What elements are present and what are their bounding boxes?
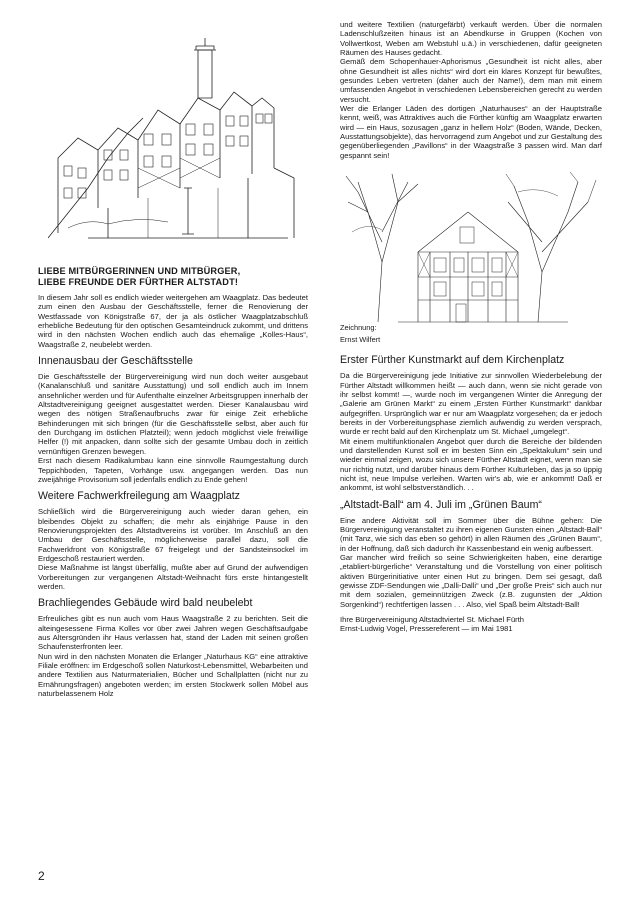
- paragraph: Erfreuliches gibt es nun auch vom Haus Waagstraße 2 zu berichten. Seit die alteingesessene Firma Kolles vor über zwei Jahren wegen Geschäftsaufgabe aus Altersgründen ihr Haus verlassen hat, stand der Laden mit seinen großen Schaufensterfronten leer.: [38, 614, 308, 652]
- section-heading-ball: „Altstadt-Ball“ am 4. Juli im „Grünen Baum“: [340, 498, 542, 511]
- paragraph: Eine andere Aktivität soll im Sommer über die Bühne gehen: Die Bürgervereinigung veranstaltet zu ihren eigenen Gunsten einen „Altstadt-Ball“ (mit Tanz, wie sich das eben so gehört) in allen Räumen des „Grünen Baum“, in der Hoffnung, daß sich dadurch ihr Kassenbestand ein wenig aufbessert.: [340, 515, 602, 553]
- paragraph: Nun wird in den nächsten Monaten die Erlanger „Naturhaus KG“ eine attraktive Filiale eröffnen: im Erdgeschoß sollen Naturkost-Lebensmittel, Webarbeiten und andere Textilien aus Naturmaterialien, Bücher und Schallplatten (nicht nur zu Ernährungsfragen) angeboten werden; im ersten Stockwerk sollen Möbel aus naturbelassenem Holz: [38, 651, 308, 699]
- paragraph: Erst nach diesem Radikalumbau kann eine sinnvolle Raumgestaltung durch Teppichboden, Tapeten, Vorhänge usw. angegangen werden. Das nun zweijährige Provisorium soll jedenfalls endlich zu Ende gehen!: [38, 456, 308, 484]
- paragraph: Gar mancher wird freilich so seine Schwierigkeiten haben, eine derartige „etabliert-bürgerliche“ Veranstaltung und die Vorstellung von einer politisch aktiven Bürgerinitiative unter einen Hut zu bringen. Dem sei gesagt, daß gewisse ZDF-Sendungen wie „Dalli-Dalli“ und „Der große Preis“ sich auch nur mit dem sozialen, gemeinnützigen Zweck (z.B. zugunsten der „Aktion Sorgenkind“) rechtfertigen lassen . . . Also, viel Spaß beim Altstadt-Ball!: [340, 553, 602, 609]
- left-column: [38, 266, 308, 698]
- paragraph: Diese Maßnahme ist längst überfällig, mußte aber auf Grund der aufwendigen Vorbereitungen zur vergangenen Altstadt-Weihnacht fürs erste hintangestellt werden.: [38, 563, 308, 591]
- paragraph: Die Geschäftsstelle der Bürgervereinigung wird nun doch weiter ausgebaut (Kanalanschluß und sanitäre Ausstattung) und soll endlich auch im Innern ansehnlicher werden und für Aufenthalte einzelner Arbeitsgruppen innerhalb der Altstadtvereinigung geeignet ausgestattet werden. Dieser Kanalausbau wird wegen des nötigen Straßenaufbruchs zwar für einige Zeit erhebliche Behinderungen mit sich bringen (für die Geschäftsstelle selbst, aber auch für den Durchgang im östlichen Platzteil); wenn jedoch möglichst viele freiwillige Helfer (!) mit anpacken, dann sollte sich der gesamte Umbau doch in zeitlich vernünftigen Grenzen bewegen.: [38, 372, 308, 456]
- right-column: [340, 20, 602, 634]
- section-heading-fachwerk: Weitere Fachwerkfreilegung am Waagplatz: [38, 490, 240, 503]
- half-timbered-house-sketch-icon: [338, 172, 600, 330]
- caption-line1: Zeichnung:: [340, 323, 377, 333]
- main-title: [38, 266, 308, 288]
- section-heading-gebaeude: Brachliegendes Gebäude wird bald neubelebt: [38, 597, 253, 610]
- paragraph: Da die Bürgervereinigung jede Initiative zur sinnvollen Wiederbelebung der Fürther Altstadt willkommen heißt — auch dann, wenn sie nicht gerade von ihr selbst kommt! —, wurde noch im vergangenen Winter die Anregung der „Galerie am Grünen Markt“ zu einem „Ersten Fürther Kunstmarkt“ dankbar aufgegriffen. Ursprünglich war er nur am Waagplatz vorgesehen; da er jedoch bereits in der Vorbereitungsphase ziemlich aufwendig zu werden versprach, wurde er recht bald auf den Kirchenplatz um St. Michael „umgelegt“.: [340, 371, 602, 437]
- caption-line2: Ernst Wilfert: [340, 335, 381, 345]
- section-heading-geschaeftsstelle: Innenausbau der Geschäftsstelle: [38, 355, 193, 368]
- main-title-line2: LIEBE FREUNDE DER FÜRTHER ALTSTADT!: [38, 277, 239, 287]
- paragraph: Schließlich wird die Bürgervereinigung auch wieder daran gehen, ein bleibendes Objekt zu schaffen; die mehr als einjährige Pause in den Renovierungsprojekten des Altstadtvereins ist vorüber. Im Anschluß an den Umbau der Geschäftsstelle, möglicherweise parallel dazu, soll die Fachwerkfront von Königstraße 67 freigelegt und der Sandsteinsockel im Erdgeschoß restauriert werden.: [38, 507, 308, 563]
- section-heading-kunstmarkt: Erster Fürther Kunstmarkt auf dem Kirchenplatz: [340, 354, 565, 367]
- paragraph: Wer die Erlanger Läden des dortigen „Naturhauses“ an der Hauptstraße kennt, weiß, was Attraktives auch die Fürther künftig am Waagplatz erwarten wird — ein Haus, sozusagen „ganz in hellem Holz“ (Boden, Wände, Decken, Ausstattungsobjekte), das hervorragend zum Angebot und zur Gestaltung des gegenüberliegenden „Pavillons“ in der Waagstraße 3 passen wird. Man darf gespannt sein!: [340, 104, 602, 160]
- paragraph: Mit einem multifunktionalen Angebot quer durch die Bereiche der bildenden und darstellenden Kunst soll er im besten Sinn ein „Spektakulum“ sein und wieder einmal zeigen, wozu sich unsere Fürther Altstadt eignet, wenn man sie nur richtig nutzt, und darüber hinaus dem Fürther Kulturleben, das ja so üppig nicht ist, neue Impulse verleihen. Warten wir's ab, wie er ankommt! Daß er ankommt, ist wohl selbstverständlich. . .: [340, 436, 602, 493]
- paragraph: und weitere Textilien (naturgefärbt) verkauft werden. Über die normalen Ladenschlußzeiten hinaus ist an Abendkurse in Gruppen (Kochen von Vollwertkost, Weben am Webstuhl u.ä.) in verschiedenen, dafür geeigneten Räumen des Hauses gedacht.: [340, 20, 602, 58]
- paragraph: Gemäß dem Schopenhauer-Aphorismus „Gesundheit ist nicht alles, aber ohne Gesundheit ist alles nichts“ wird dort ein klares Konzept für bewußtes, gesundes Leben vertreten (daher auch der Name!), dem man mit einem umfassenden Angebot in verschiedenen Lebensbereichen gerecht zu werden versucht.: [340, 57, 602, 104]
- page-number: 2: [38, 869, 45, 883]
- altstadt-houses-sketch-icon: [48, 38, 298, 253]
- signature-line2: Ernst-Ludwig Vogel, Pressereferent — im Mai 1981: [340, 624, 513, 634]
- main-title-line1: LIEBE MITBÜRGERINNEN UND MITBÜRGER,: [38, 266, 241, 276]
- intro-paragraph: In diesem Jahr soll es endlich wieder weitergehen am Waagplatz. Das bedeutet zum einen den Ausbau der Geschäftsstelle, ferner die Renovierung der Westfassade von Königstraße 67, der ja als östlicher Waagplatzabschluß erhebliche Bedeutung für den optischen Gesamteindruck zukommt, und drittens wird in den nächsten Wochen endlich auch das ehemalige „Kolles-Haus“, Waagstraße 2, neubelebt werden.: [38, 293, 308, 349]
- signature-line1: Ihre Bürgervereinigung Altstadtviertel St. Michael Fürth: [340, 615, 525, 625]
